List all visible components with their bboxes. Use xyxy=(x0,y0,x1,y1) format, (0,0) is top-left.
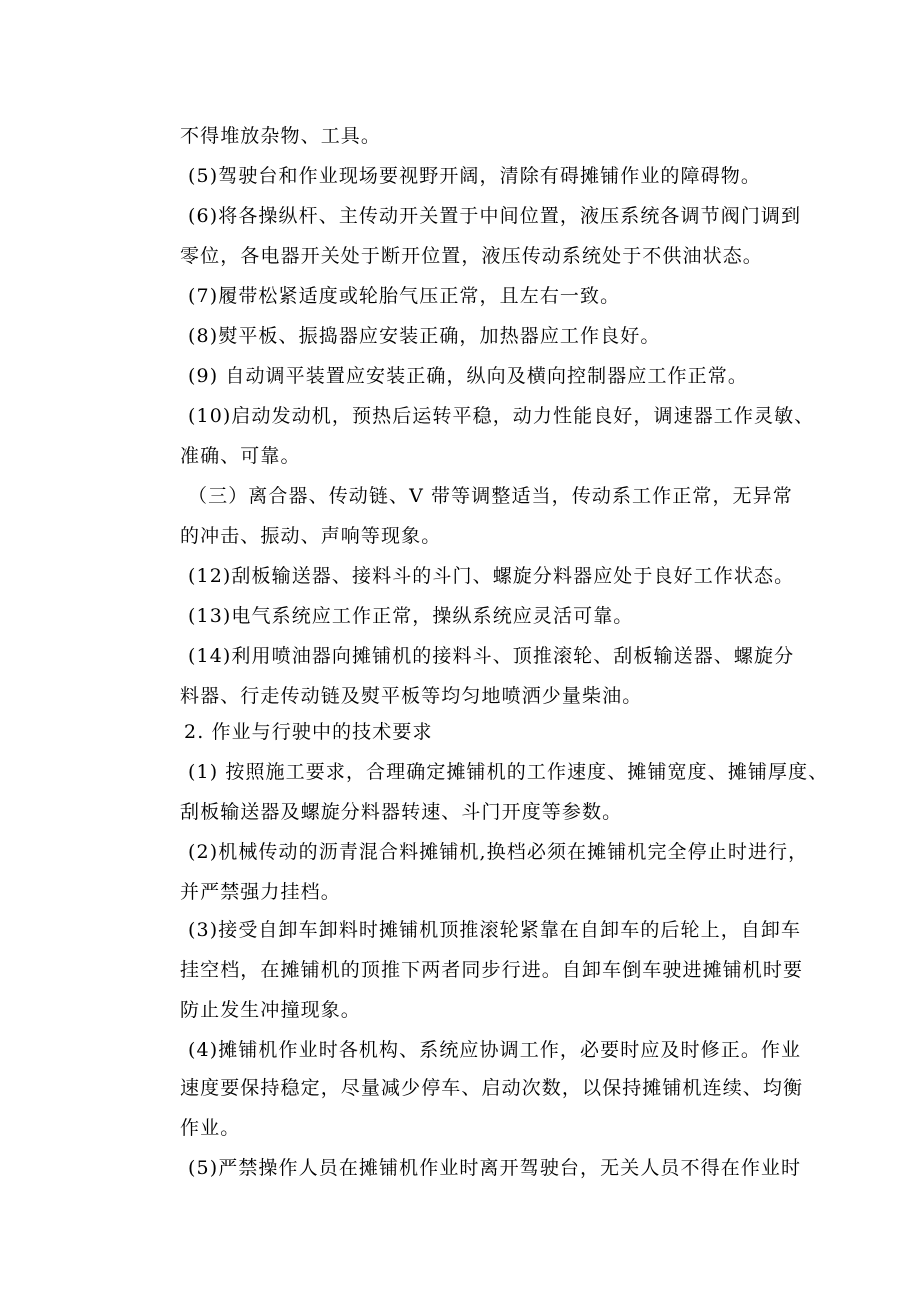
text-line: (3)接受自卸车卸料时摊铺机顶推滚轮紧靠在自卸车的后轮上，自卸车 xyxy=(188,919,802,941)
text-line: 作业。 xyxy=(180,1117,241,1139)
text-line: (10)启动发动机，预热后运转平稳，动力性能良好，调速器工作灵敏、 xyxy=(188,405,815,427)
text-line: 速度要保持稳定，尽量减少停车、启动次数，以保持摊铺机连续、均衡 xyxy=(180,1077,804,1099)
text-line: 不得堆放杂物、工具。 xyxy=(180,125,382,147)
text-line: (12)刮板输送器、接料斗的斗门、螺旋分料器应处于良好工作状态。 xyxy=(188,565,795,587)
text-line: (14)利用喷油器向摊铺机的接料斗、顶推滚轮、刮板输送器、螺旋分 xyxy=(188,645,795,667)
text-line: (8)熨平板、振捣器应安装正确，加热器应工作良好。 xyxy=(188,325,661,347)
text-line: (2)机械传动的沥青混合料摊铺机,换档必须在摊铺机完全停止时进行， xyxy=(188,841,809,863)
text-line: 并严禁强力挂档。 xyxy=(180,881,341,903)
section-heading: 2. 作业与行驶中的技术要求 xyxy=(184,721,433,743)
text-line: （三）离合器、传动链、V 带等调整适当，传动系工作正常，无异常 xyxy=(188,485,793,507)
text-line: 防止发生冲撞现象。 xyxy=(180,999,361,1021)
text-line: (5)严禁操作人员在摊铺机作业时离开驾驶台，无关人员不得在作业时 xyxy=(188,1157,802,1179)
text-line: (4)摊铺机作业时各机构、系统应协调工作，必要时应及时修正。作业 xyxy=(188,1039,802,1061)
text-line: (6)将各操纵杆、主传动开关置于中间位置，液压系统各调节阀门调到 xyxy=(188,205,802,227)
text-line: (1) 按照施工要求，合理确定摊铺机的工作速度、摊铺宽度、摊铺厚度、 xyxy=(188,761,829,783)
text-line: (9) 自动调平装置应安装正确，纵向及横向控制器应工作正常。 xyxy=(188,365,748,387)
text-line: 准确、可靠。 xyxy=(180,445,301,467)
text-line: (5)驾驶台和作业现场要视野开阔，清除有碍摊铺作业的障碍物。 xyxy=(188,165,761,187)
text-line: 的冲击、振动、声响等现象。 xyxy=(180,525,442,547)
text-line: (13)电气系统应工作正常，操纵系统应灵活可靠。 xyxy=(188,605,634,627)
text-line: 零位，各电器开关处于断开位置，液压传动系统处于不供油状态。 xyxy=(180,245,763,267)
text-line: (7)履带松紧适度或轮胎气压正常，且左右一致。 xyxy=(188,285,621,307)
text-line: 刮板输送器及螺旋分料器转速、斗门开度等参数。 xyxy=(180,801,623,823)
text-line: 料器、行走传动链及熨平板等均匀地喷洒少量柴油。 xyxy=(180,685,643,707)
text-line: 挂空档，在摊铺机的顶推下两者同步行进。自卸车倒车驶进摊铺机时要 xyxy=(180,959,804,981)
